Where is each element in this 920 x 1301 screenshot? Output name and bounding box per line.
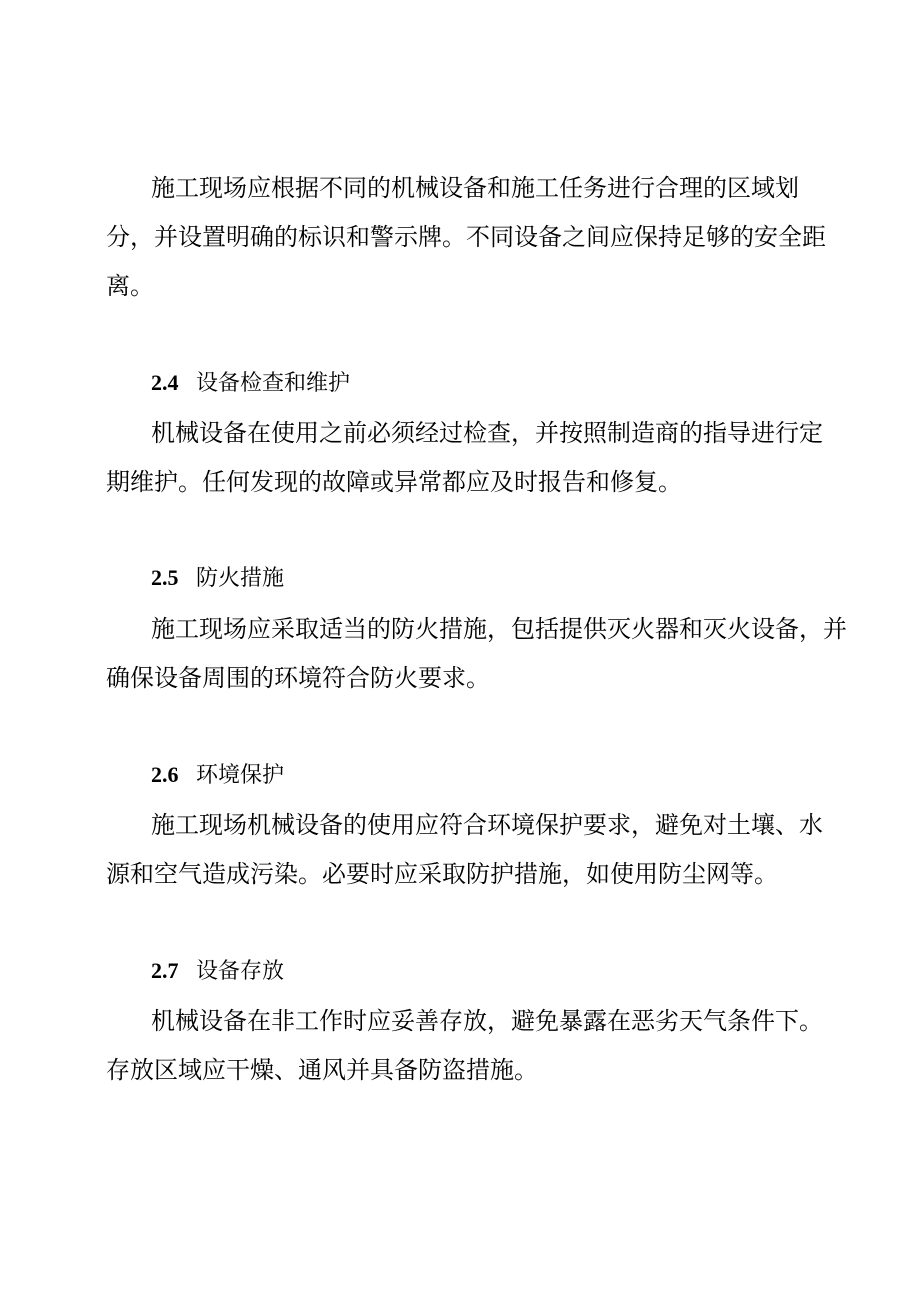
section-number: 2.6 [151, 762, 179, 787]
paragraph-line: 机械设备在非工作时应妥善存放，避免暴露在恶劣天气条件下。 [151, 1007, 823, 1035]
section-title: 设备检查和维护 [196, 371, 351, 396]
paragraph-line: 源和空气造成污染。必要时应采取防护措施，如使用防尘网等。 [106, 860, 778, 888]
paragraph-line: 施工现场应采取适当的防火措施，包括提供灭火器和灭火设备，并 [151, 615, 847, 643]
section-title: 环境保护 [196, 763, 285, 788]
section-heading [151, 368, 350, 399]
paragraph-line: 离。 [106, 272, 154, 300]
paragraph-line: 施工现场应根据不同的机械设备和施工任务进行合理的区域划 [151, 174, 799, 202]
section-heading [151, 563, 284, 594]
paragraph-line: 期维护。任何发现的故障或异常都应及时报告和修复。 [106, 468, 682, 496]
section-number: 2.7 [151, 958, 179, 983]
section-title: 设备存放 [196, 959, 285, 984]
section-heading [151, 760, 284, 791]
paragraph-line: 确保设备周围的环境符合防火要求。 [106, 664, 490, 692]
paragraph-line: 机械设备在使用之前必须经过检查，并按照制造商的指导进行定 [151, 419, 823, 447]
section-title: 防火措施 [196, 566, 285, 591]
paragraph-line: 施工现场机械设备的使用应符合环境保护要求，避免对土壤、水 [151, 811, 823, 839]
section-heading [151, 956, 284, 987]
paragraph-line: 分，并设置明确的标识和警示牌。不同设备之间应保持足够的安全距 [106, 223, 826, 251]
section-number: 2.5 [151, 565, 179, 590]
paragraph-line: 存放区域应干燥、通风并具备防盗措施。 [106, 1056, 538, 1084]
section-number: 2.4 [151, 370, 179, 395]
